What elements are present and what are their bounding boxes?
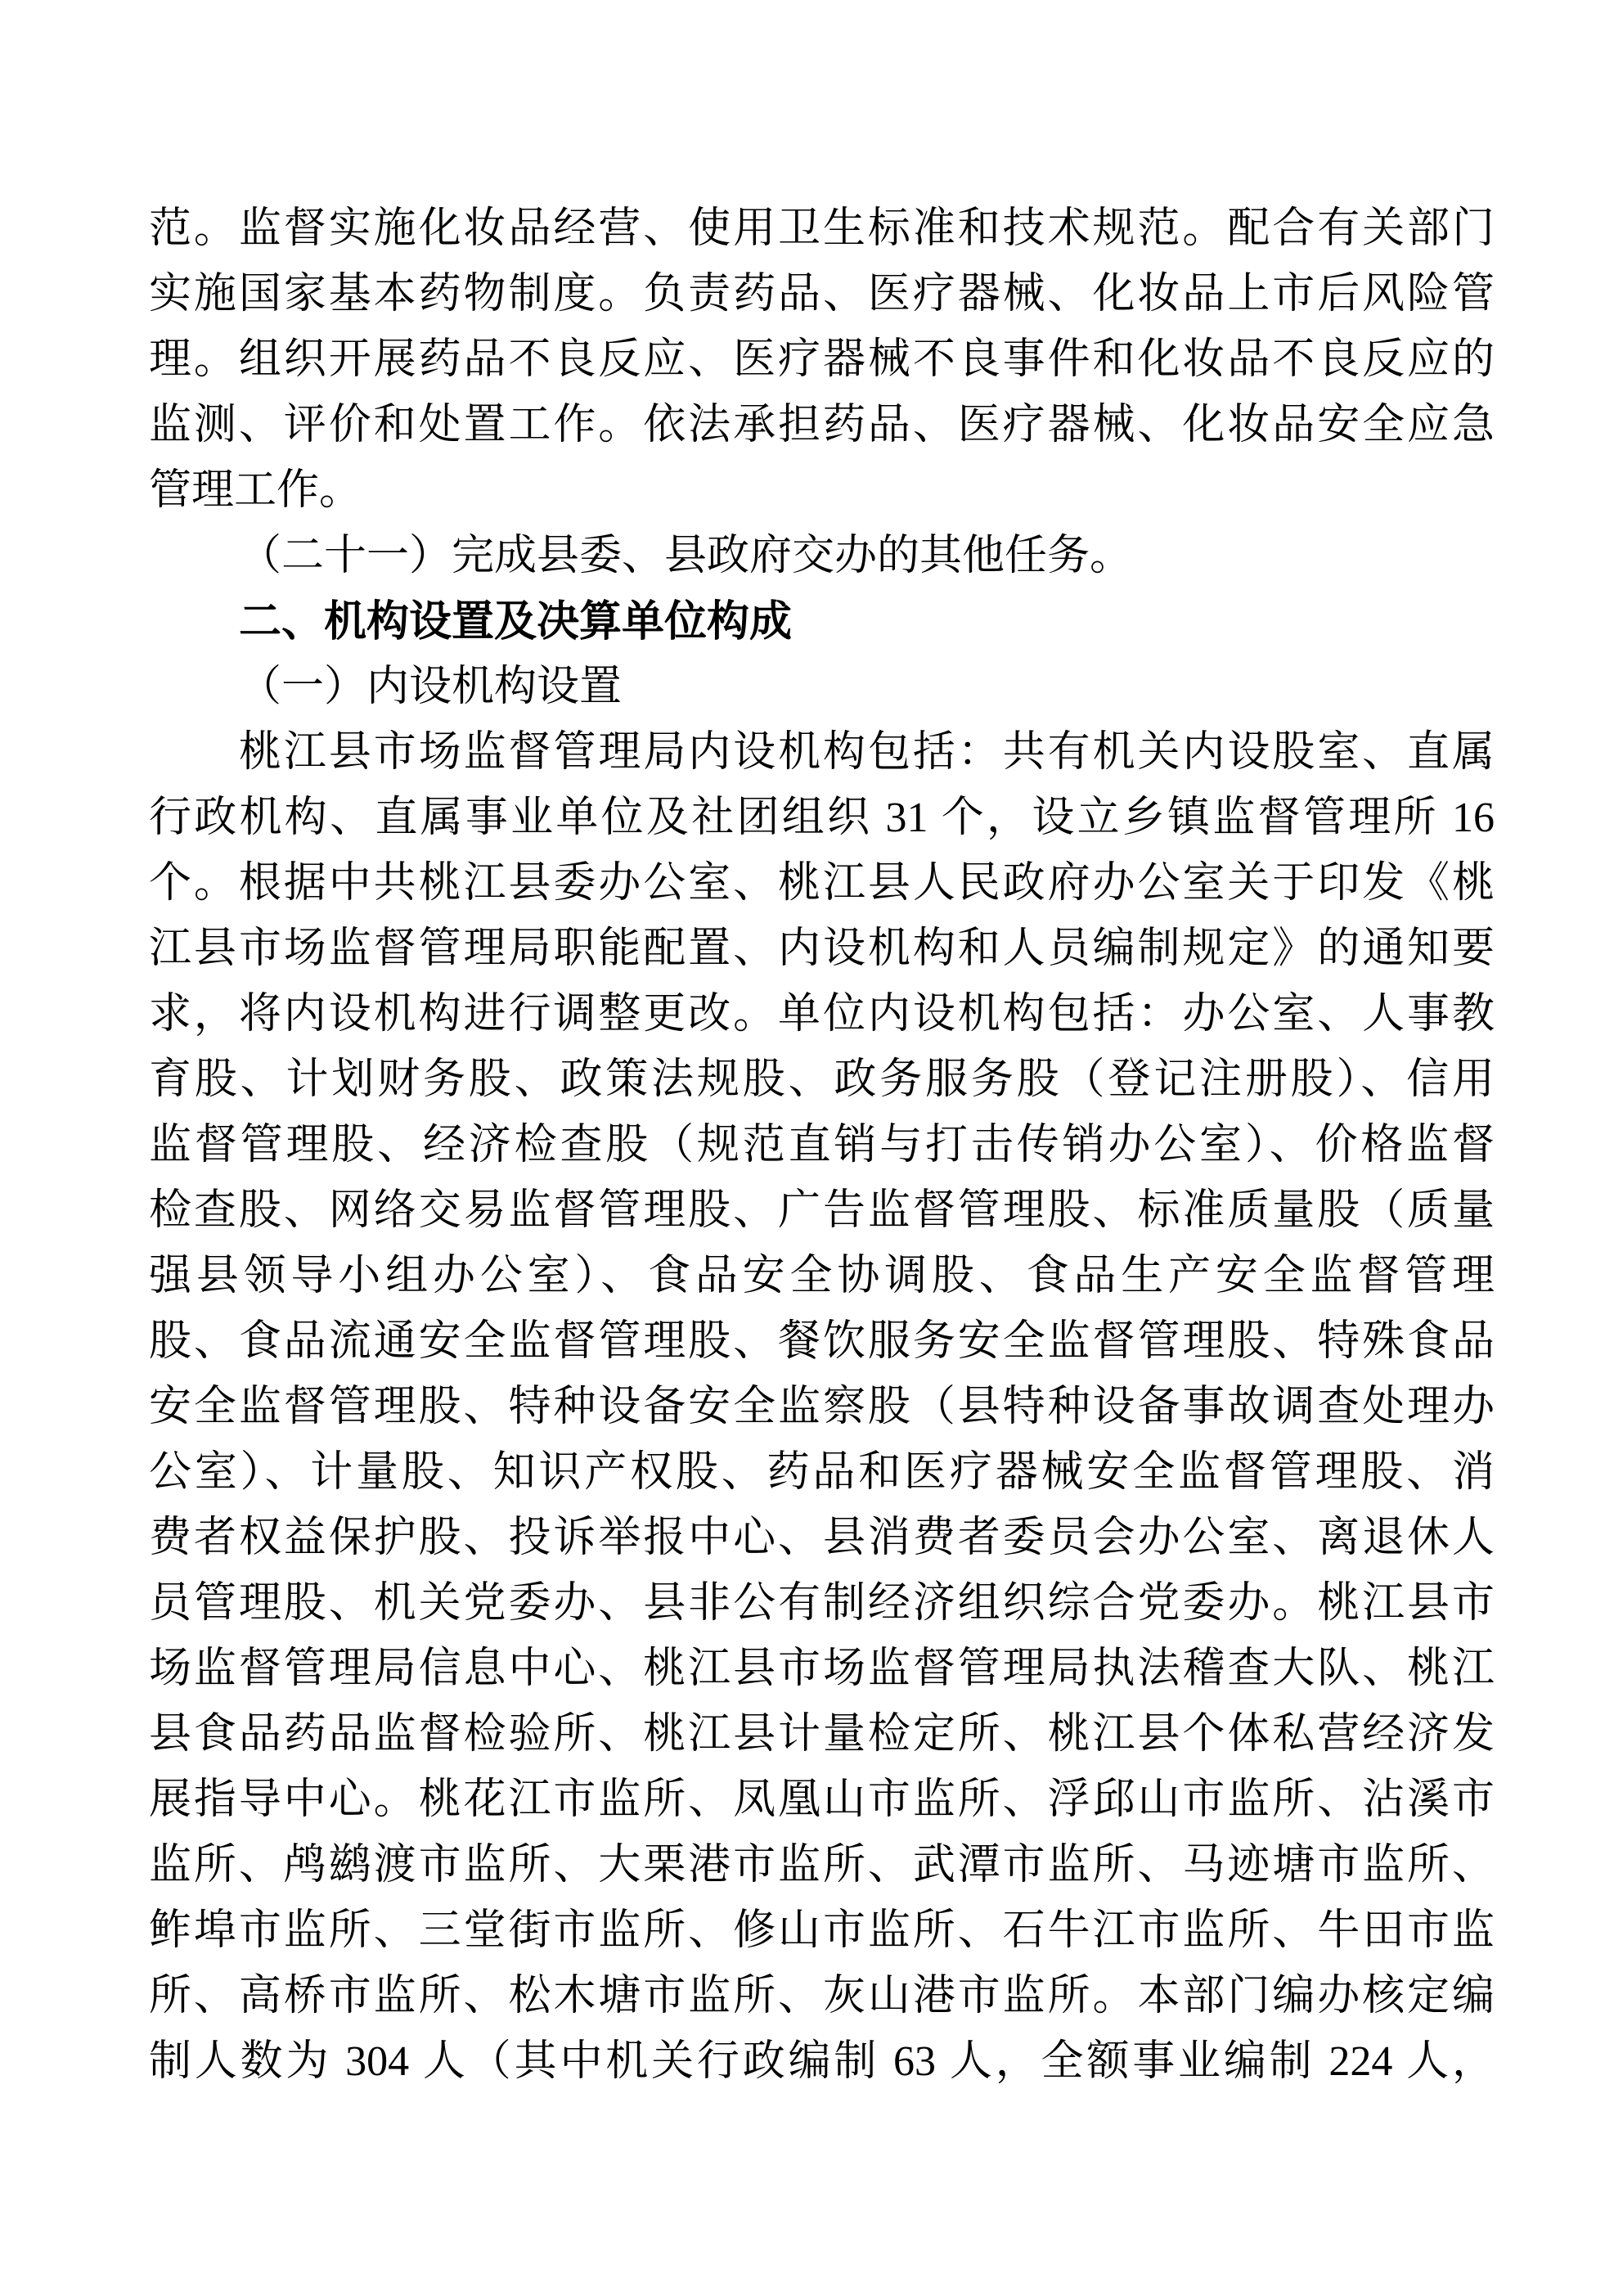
paragraph-duty-continuation — [149, 196, 1495, 524]
text-line: 江县市场监督管理局职能配置、内设机构和人员编制规定》的通知要 — [149, 925, 1495, 972]
text-line: 强县领导小组办公室）、食品安全协调股、食品生产安全监督管理 — [149, 1253, 1495, 1299]
text-line: 求，将内设机构进行调整更改。单位内设机构包括：办公室、人事教 — [149, 991, 1495, 1038]
text-line: 监所、鸬鹚渡市监所、大栗港市监所、武潭市监所、马迹塘市监所、 — [149, 1842, 1495, 1889]
text-line: 检查股、网络交易监督管理股、广告监督管理股、标准质量股（质量 — [149, 1187, 1495, 1234]
text-line: 管理工作。 — [149, 467, 362, 514]
text-line: 县食品药品监督检验所、桃江县计量检定所、桃江县个体私营经济发 — [149, 1711, 1495, 1758]
text-line: 股、食品流通安全监督管理股、餐饮服务安全监督管理股、特殊食品 — [149, 1318, 1495, 1365]
text-line: （二十一）完成县委、县政府交办的其他任务。 — [239, 533, 1133, 579]
text-line: 行政机构、直属事业单位及社团组织 31 个，设立乡镇监督管理所 16 — [149, 795, 1495, 841]
document-content — [149, 196, 1495, 2095]
text-line: 桃江县市场监督管理局内设机构包括：共有机关内设股室、直属 — [239, 729, 1495, 776]
paragraph-item-21 — [149, 524, 1495, 589]
text-line: 监督管理股、经济检查股（规范直销与打击传销办公室）、价格监督 — [149, 1122, 1495, 1168]
text-line: 监测、评价和处置工作。依法承担药品、医疗器械、化妆品安全应急 — [149, 402, 1495, 448]
text-line: 制人数为 304 人（其中机关行政编制 63 人，全额事业编制 224 人， — [149, 2038, 1495, 2085]
text-line: 员管理股、机关党委办、县非公有制经济组织综合党委办。桃江县市 — [149, 1580, 1495, 1627]
paragraph-org-structure — [149, 720, 1495, 2095]
text-line: 安全监督管理股、特种设备安全监察股（县特种设备事故调查处理办 — [149, 1384, 1495, 1430]
text-line: 所、高桥市监所、松木塘市监所、灰山港市监所。本部门编办核定编 — [149, 1973, 1495, 2019]
text-line: 鲊埠市监所、三堂街市监所、修山市监所、石牛江市监所、牛田市监 — [149, 1907, 1495, 1954]
text-line: 费者权益保护股、投诉举报中心、县消费者委员会办公室、离退休人 — [149, 1515, 1495, 1561]
text-line: 二、机构设置及决算单位构成 — [239, 598, 793, 646]
text-line: 展指导中心。桃花江市监所、凤凰山市监所、浮邱山市监所、沾溪市 — [149, 1776, 1495, 1823]
text-line: 育股、计划财务股、政策法规股、政务服务股（登记注册股）、信用 — [149, 1056, 1495, 1103]
text-line: 理。组织开展药品不良反应、医疗器械不良事件和化妆品不良反应的 — [149, 336, 1495, 383]
text-line: 场监督管理局信息中心、桃江县市场监督管理局执法稽查大队、桃江 — [149, 1645, 1495, 1692]
text-line: 实施国家基本药物制度。负责药品、医疗器械、化妆品上市后风险管 — [149, 271, 1495, 317]
text-line: 公室）、计量股、知识产权股、药品和医疗器械安全监督管理股、消 — [149, 1449, 1495, 1496]
paragraph-subsection-1-heading — [149, 655, 1495, 720]
paragraph-section-2-heading — [149, 589, 1495, 655]
text-line: （一）内设机构设置 — [239, 664, 623, 710]
text-line: 范。监督实施化妆品经营、使用卫生标准和技术规范。配合有关部门 — [149, 205, 1495, 252]
text-line: 个。根据中共桃江县委办公室、桃江县人民政府办公室关于印发《桃 — [149, 860, 1495, 907]
